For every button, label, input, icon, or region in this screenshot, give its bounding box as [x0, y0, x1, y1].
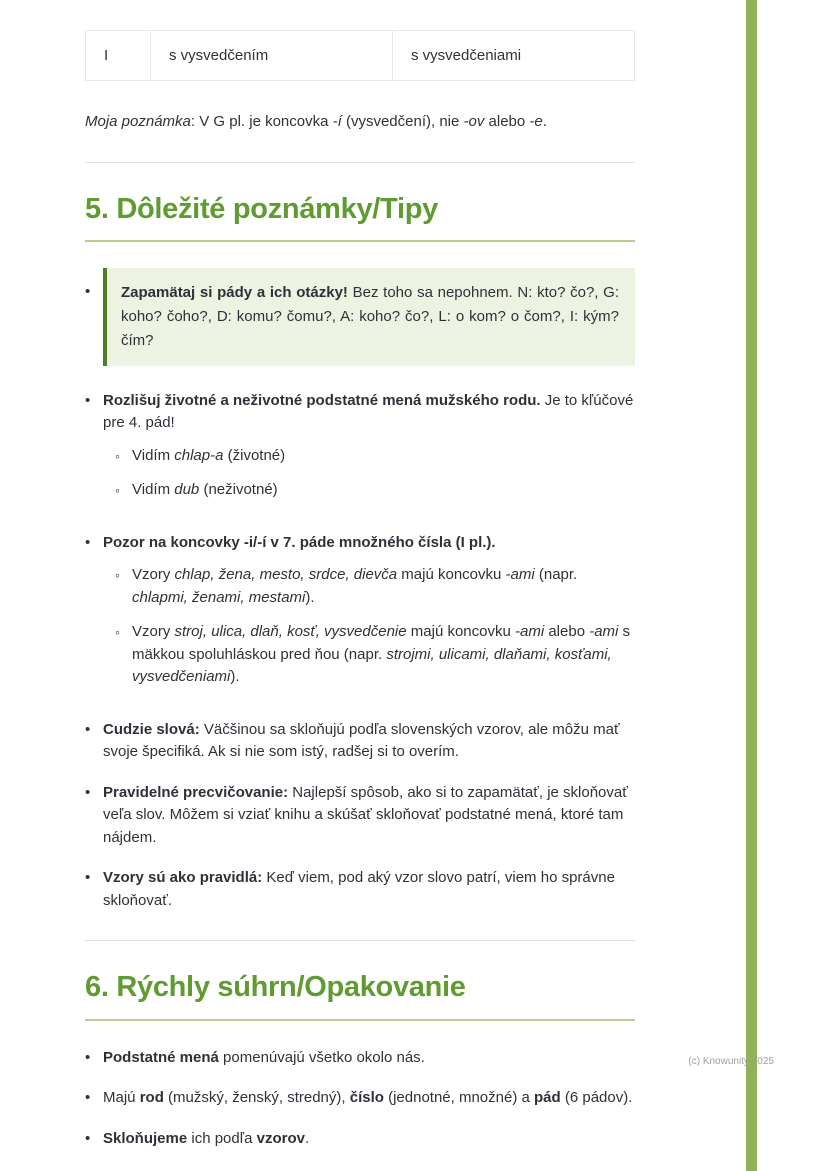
circle-bullet-icon: ◦: [115, 482, 120, 499]
sub-item-text: Vidím chlap-a (životné): [132, 446, 286, 464]
list-item-text: Cudzie slová: Väčšinou sa skloňujú podľa slovenských vzorov, ale môžu mať svoje špecifiká. Ak si nie som istý, radšej si to overím.: [103, 720, 620, 761]
sub-list-item: [115, 621, 635, 689]
declension-table: [85, 30, 635, 81]
sub-item-text: Vidím dub (neživotné): [132, 481, 278, 499]
list-item-text: Skloňujeme ich podľa vzorov.: [103, 1129, 310, 1147]
table-row: [86, 31, 635, 81]
sub-item-text: Vzory stroj, ulica, dlaň, kosť, vysvedčenie majú koncovku -ami alebo -ami s mäkkou spoluhláskou pred ňou (napr. strojmi, ulicami, dlaňami, kosťami, vysvedčeniami).: [132, 623, 631, 686]
section-6-list: [85, 1047, 635, 1151]
bullet-icon: •: [85, 869, 91, 887]
section-5-title-underline: [85, 240, 635, 242]
list-item: [85, 867, 635, 912]
bullet-icon: •: [85, 282, 91, 300]
list-item-text: Pozor na koncovky -i/-í v 7. páde množného čísla (I pl.).: [103, 533, 496, 551]
section-5-list: [85, 268, 635, 913]
list-item: [85, 719, 635, 764]
list-item: [85, 1087, 635, 1110]
list-item: [85, 782, 635, 850]
table-cell-plural: s vysvedčeniami: [393, 31, 635, 81]
table-cell-case: I: [86, 31, 151, 81]
section-divider: [85, 162, 635, 163]
section-divider: [85, 940, 635, 941]
section-5-title: 5. Dôležité poznámky/Tipy: [85, 192, 438, 225]
list-item-text: Majú rod (mužský, ženský, stredný), číslo (jednotné, množné) a pád (6 pádov).: [103, 1089, 633, 1107]
page-edge-stripe: [746, 0, 757, 1171]
circle-bullet-icon: ◦: [115, 624, 120, 641]
bullet-icon: •: [85, 783, 91, 801]
sub-list: [103, 445, 635, 502]
callout-text: Zapamätaj si pády a ich otázky! Bez toho sa nepohnem. N: kto? čo?, G: koho? čoho?, D: komu? čomu?, A: koho? čo?, L: o kom? o čom?, I: kým? čím?: [121, 283, 620, 349]
sub-list-item: [115, 564, 635, 609]
bullet-icon: •: [85, 533, 91, 551]
bullet-icon: •: [85, 720, 91, 738]
list-item-text: Podstatné mená pomenúvajú všetko okolo nás.: [103, 1048, 425, 1066]
list-item-callout: [85, 268, 635, 366]
sub-list: [103, 564, 635, 689]
list-item: [85, 532, 635, 701]
list-item: [85, 390, 635, 514]
document-content: [85, 0, 635, 1168]
list-item: [85, 1047, 635, 1070]
section-6-title: 6. Rýchly súhrn/Opakovanie: [85, 971, 466, 1004]
sub-list-item: [115, 479, 635, 502]
sub-item-text: Vzory chlap, žena, mesto, srdce, dievča majú koncovku -ami (napr. chlapmi, ženami, mestami).: [132, 566, 578, 606]
bullet-icon: •: [85, 1089, 91, 1107]
bullet-icon: •: [85, 391, 91, 409]
list-item-text: Vzory sú ako pravidlá: Keď viem, pod aký vzor slovo patrí, viem ho správne skloňovať.: [103, 869, 615, 909]
section-6-title-underline: [85, 1019, 635, 1021]
bullet-icon: •: [85, 1048, 91, 1066]
watermark: (c) Knowunity 2025: [688, 1056, 774, 1067]
bullet-icon: •: [85, 1129, 91, 1147]
table-cell-singular: s vysvedčením: [151, 31, 393, 81]
list-item: [85, 1128, 635, 1151]
sub-list-item: [115, 445, 635, 468]
list-item-text: Rozlišuj životné a neživotné podstatné mená mužského rodu. Je to kľúčové pre 4. pád!: [103, 391, 634, 432]
tip-callout: [103, 268, 635, 366]
circle-bullet-icon: ◦: [115, 447, 120, 464]
list-item-text: Pravidelné precvičovanie: Najlepší spôsob, ako si to zapamätať, je skloňovať veľa slov. Môžem si vziať knihu a skúšať skloňovať podstatné mená, ktoré tam nájdem.: [103, 783, 628, 846]
note-paragraph: Moja poznámka: V G pl. je koncovka -í (vysvedčení), nie -ov alebo -e.: [85, 113, 547, 130]
circle-bullet-icon: ◦: [115, 567, 120, 584]
